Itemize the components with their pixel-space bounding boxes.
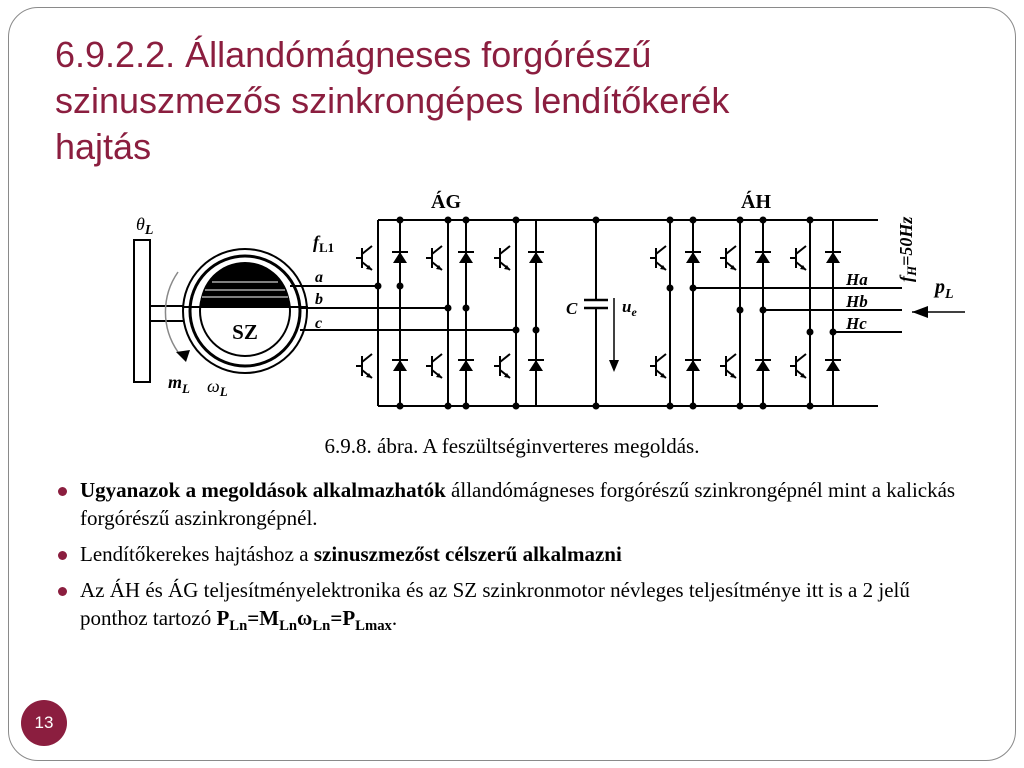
ue-label: $u_e$: [622, 297, 637, 319]
bullet-list: [52, 476, 982, 648]
power-formula: $P_{Ln}=M_{Ln}\omega_{Ln}=P_{Lmax}$: [216, 606, 392, 635]
title-line-2: szinuszmezős szinkrongépes lendítőkerék: [55, 80, 730, 121]
ah-converter: [650, 220, 841, 406]
fh-label: $f_H=50Hz$: [896, 216, 919, 282]
figure-caption: 6.9.8. ábra. A feszültséginverteres megoldás.: [324, 434, 700, 458]
ml-label: $m_L$: [168, 372, 190, 396]
page-number-badge: 13: [21, 700, 67, 746]
bullet-item: Ugyanazok a megoldások alkalmazhatók állandómágneses forgórészű szinkrongépnél mint a kalickás forgórészű aszinkrongépnél.: [52, 476, 982, 532]
flywheel-disc: [134, 240, 150, 382]
ah-label: ÁH: [741, 191, 771, 213]
bullet-item: Az ÁH és ÁG teljesítményelektronika és az SZ szinkronmotor névleges teljesítménye itt is a 2 jelű ponthoz tartozó $P_{Ln}=M_{Ln}\omega_{Ln}=P_{Lmax}$.: [52, 576, 982, 640]
fl1-label: $f_{L1}$: [313, 232, 335, 255]
omega-label: $\omega_L$: [207, 376, 228, 399]
capacitor-label: C: [566, 299, 578, 318]
bullet-dot-icon: [58, 487, 67, 496]
pl-label: $p_L$: [935, 276, 954, 302]
bullet-item: Lendítőkerekes hajtáshoz a szinuszmezőst célszerű alkalmazni: [52, 540, 982, 568]
title-line-1: 6.9.2.2. Állandómágneses forgórészű: [55, 34, 652, 75]
phase-a-label: a: [315, 269, 323, 286]
ag-converter: [356, 220, 544, 406]
theta-label: $\theta_L$: [136, 214, 154, 238]
hc-label: Hc: [846, 314, 867, 333]
ha-label: Ha: [846, 270, 868, 289]
ag-label: ÁG: [431, 191, 461, 213]
phase-b-label: b: [315, 291, 323, 308]
hb-label: Hb: [846, 292, 868, 311]
bullet-dot-icon: [58, 551, 67, 560]
sz-label: SZ: [232, 320, 258, 344]
phase-c-label: c: [315, 315, 323, 332]
bullet-dot-icon: [58, 587, 67, 596]
title-line-3: hajtás: [55, 126, 152, 167]
